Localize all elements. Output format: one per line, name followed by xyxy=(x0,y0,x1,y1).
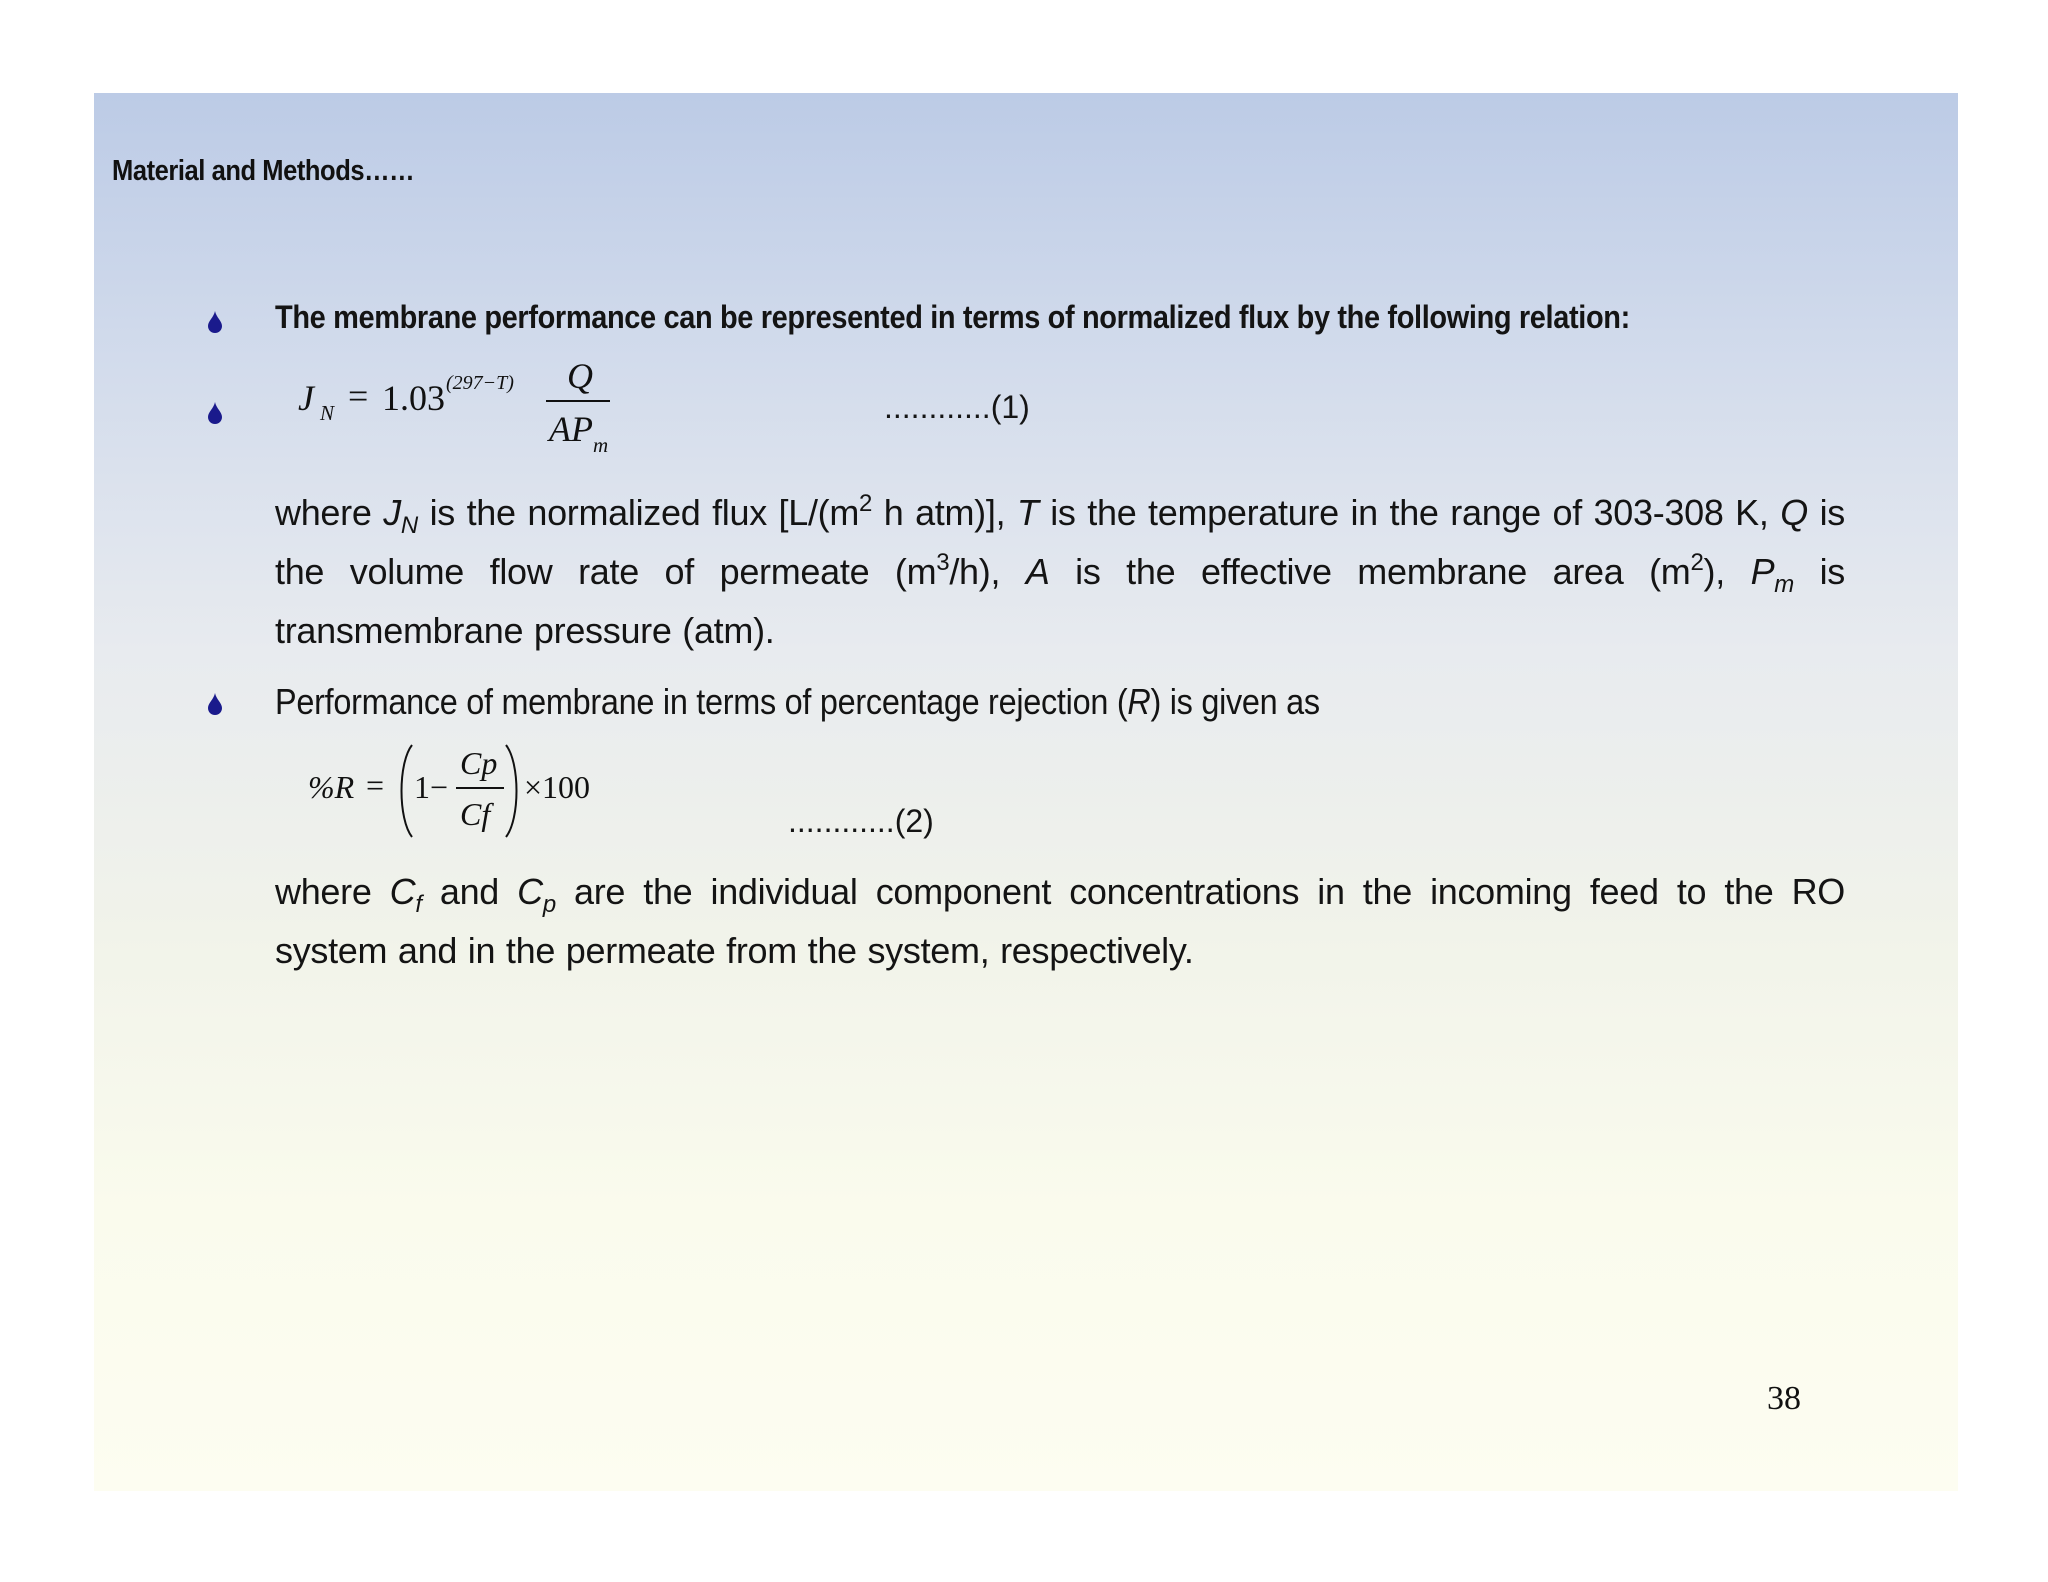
eq2-paren-left xyxy=(394,743,414,839)
eq2-denominator: Cf xyxy=(460,796,491,832)
eq1-equals: = xyxy=(348,376,369,416)
eq2-times-100: ×100 xyxy=(524,769,591,805)
eq1-fraction-bar xyxy=(546,400,610,402)
eq1-numerator: Q xyxy=(567,356,593,396)
rejection-text: Performance of membrane in terms of percentage rejection (R) is given as xyxy=(275,681,1320,722)
eq2-lhs: %R xyxy=(308,769,355,805)
eq2-numerator: Cp xyxy=(460,745,498,781)
eq1-lhs: J xyxy=(298,378,314,418)
eq1-lhs-sub: N xyxy=(320,401,335,425)
explanation-paragraph-1: where $J_N$ is the normalized flux [$L/(m^2$ h atm)], T is the temperature in the range of 303-308 K, Q is the volume flow rate of permeate $(m^3/h)$, A is the effective membrane area $(m^2)$, $P_m$ is transmembrane pressure (atm). xyxy=(275,490,1846,651)
eq2-equals: = xyxy=(366,767,385,803)
eq1-denominator-sub: m xyxy=(593,433,609,457)
eq2-fraction-bar xyxy=(456,787,504,789)
eq1-base: 1.03 xyxy=(382,378,445,418)
bullet-droplet-icon xyxy=(207,693,223,715)
eq2-one-minus: 1− xyxy=(414,769,449,805)
slide xyxy=(94,93,1958,1491)
bullet-droplet-icon xyxy=(207,311,223,333)
eq2-paren-right xyxy=(504,743,524,839)
bullet-droplet-icon xyxy=(207,402,223,424)
eq2-label: ............(2) xyxy=(788,803,934,839)
eq1-exponent: (297−T) xyxy=(446,372,514,394)
explanation-paragraph-2: where $C_f$ and $C_p$ are the individual component concentrations in the incoming feed to the RO system and in the permeate from the system, respectively. xyxy=(275,871,1845,971)
eq1-label: ............(1) xyxy=(884,389,1030,425)
page-number: 38 xyxy=(1767,1380,1801,1417)
eq1-denominator: AP xyxy=(549,409,593,449)
intro-text: The membrane performance can be represented in terms of normalized flux by the following relation: xyxy=(275,299,1630,335)
section-title: Material and Methods…… xyxy=(112,155,415,187)
